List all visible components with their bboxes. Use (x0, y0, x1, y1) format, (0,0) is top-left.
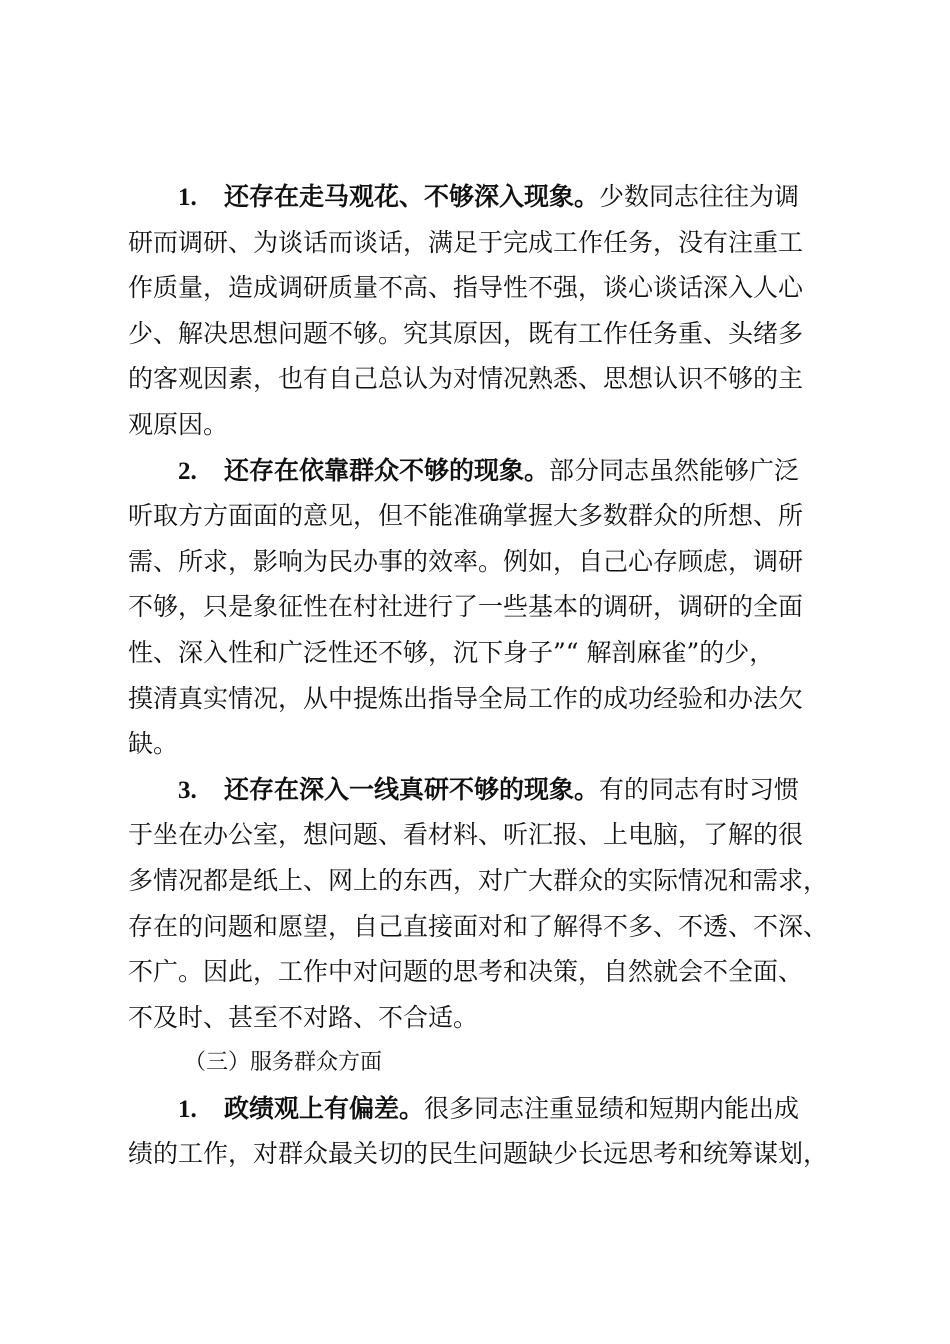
item-text: 部分同志虽然能够广泛 (549, 455, 800, 485)
paragraph-4-first-line (128, 1086, 834, 1132)
paragraph-line: 作质量，造成调研质量不高、指导性不强，谈心谈话深入人心 (128, 273, 804, 303)
paragraph-line: 需、所求，影响为民办事的效率。例如，自己心存顾虑，调研 (128, 546, 804, 576)
item-lead: 还存在深入一线真研不够的现象。 (224, 774, 600, 804)
item-number: 1. (178, 184, 197, 211)
paragraph-line: 性、深入性和广泛性还不够，沉下身子”“ 解剖麻雀”的少， (128, 637, 775, 667)
paragraph-line: 存在的问题和愿望，自己直接面对和了解得不多、不透、不深、 (128, 911, 829, 941)
document-body (128, 174, 834, 1177)
paragraph-1-first-line (128, 174, 834, 220)
item-text: 有的同志有时习惯 (599, 774, 800, 804)
paragraph-line: 不够，只是象征性在村社进行了一些基本的调研，调研的全面 (128, 592, 804, 622)
paragraph-line: 不广。因此，工作中对问题的思考和决策，自然就会不全面、 (128, 957, 804, 987)
paragraph-line: 于坐在办公室，想问题、看材料、听汇报、上电脑，了解的很 (128, 820, 804, 850)
paragraph-2-first-line (128, 448, 834, 494)
paragraph-line: 听取方方面面的意见，但不能准确掌握大多数群众的所想、所 (128, 501, 804, 531)
paragraph-line: 研而调研、为谈话而谈话，满足于完成工作任务，没有注重工 (128, 227, 804, 257)
paragraph-line: 少、解决思想问题不够。究其原因，既有工作任务重、头绪多 (128, 318, 804, 348)
item-text: 少数同志往往为调 (599, 182, 800, 211)
item-number: 2. (178, 457, 197, 485)
paragraph-line: 不及时、甚至不对路、不合适。 (128, 1002, 479, 1032)
paragraph-line: 缺。 (128, 729, 179, 759)
paragraph-line: 观原因。 (128, 409, 229, 439)
paragraph-line: 绩的工作，对群众最关切的民生问题缺少长远思考和统筹谋划， (128, 1139, 829, 1169)
paragraph-line: 摸清真实情况，从中提炼出指导全局工作的成功经验和办法欠 (128, 683, 804, 713)
paragraph-line: 的客观因素，也有自己总认为对情况熟悉、思想认识不够的主 (128, 364, 804, 394)
item-lead: 还存在依靠群众不够的现象。 (224, 455, 550, 485)
item-text: 很多同志注重显绩和短期内能出成 (424, 1093, 800, 1123)
section-subheading: （三）服务群众方面 (184, 1050, 383, 1076)
item-lead: 政绩观上有偏差。 (224, 1093, 425, 1123)
paragraph-3-first-line (128, 767, 834, 813)
item-lead: 还存在走马观花、不够深入现象。 (224, 182, 600, 211)
paragraph-line: 多情况都是纸上、网上的东西，对广大群众的实际情况和需求， (128, 865, 829, 895)
item-number: 1. (178, 1095, 197, 1123)
item-number: 3. (178, 776, 197, 804)
